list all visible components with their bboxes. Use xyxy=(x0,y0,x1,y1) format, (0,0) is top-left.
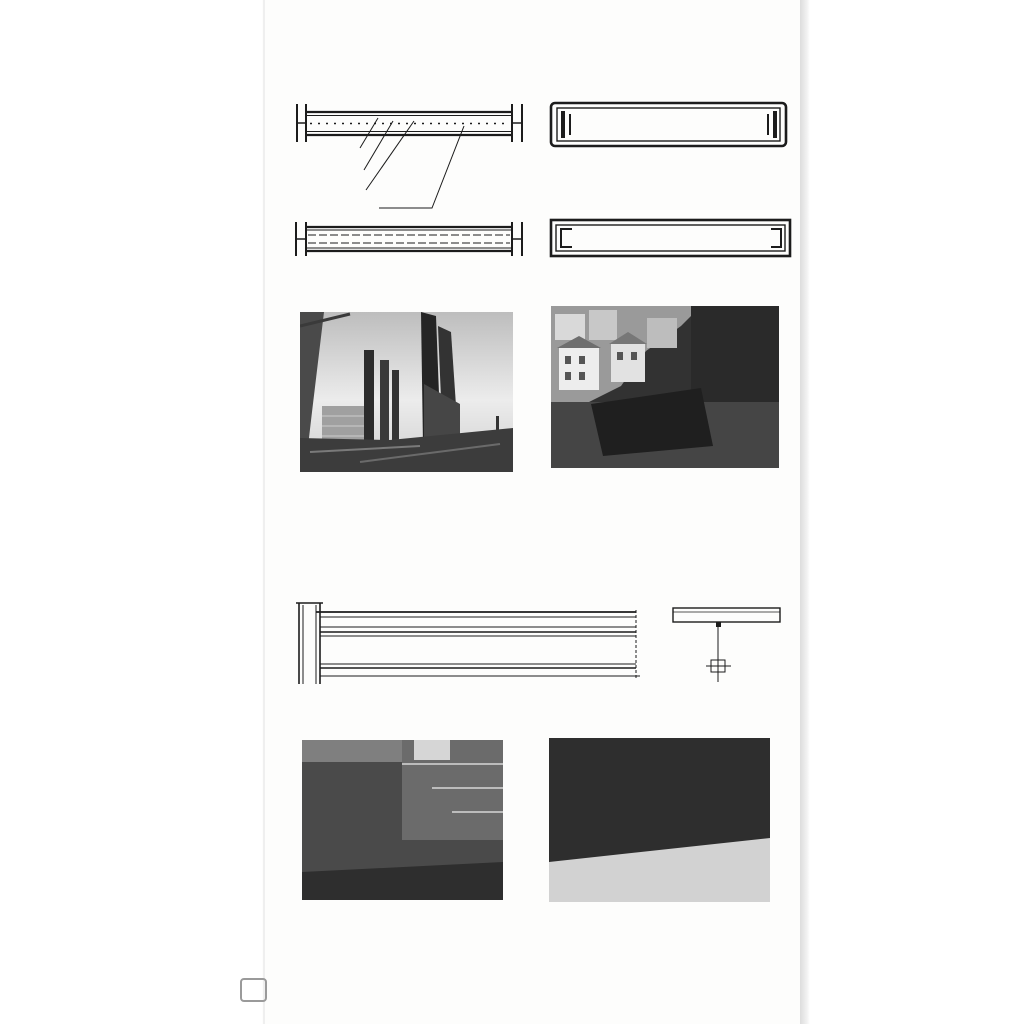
window xyxy=(631,352,637,360)
photo-composite-wall-columns xyxy=(300,312,513,472)
house xyxy=(589,310,617,340)
photo-truss-installation xyxy=(302,740,503,900)
house xyxy=(611,344,645,382)
upper-area xyxy=(302,740,402,762)
window xyxy=(579,356,585,364)
photo-4-image xyxy=(549,738,770,902)
photo-1-image xyxy=(300,312,513,472)
figure-1-5-title xyxy=(425,514,429,530)
page-right-shadow xyxy=(800,0,810,1024)
house xyxy=(555,314,585,340)
window xyxy=(579,372,585,380)
bright-window xyxy=(414,740,450,760)
wall-column xyxy=(380,360,389,446)
formwork-tower xyxy=(691,306,779,418)
camscanner-logo xyxy=(240,978,267,1002)
photo-composite-wall-site xyxy=(551,306,779,468)
photo-3-image xyxy=(302,740,503,900)
house xyxy=(559,348,599,390)
window xyxy=(617,352,623,360)
wall-column xyxy=(392,370,399,446)
photo-truss-roof xyxy=(549,738,770,902)
wall-column xyxy=(364,350,374,446)
house xyxy=(647,318,677,348)
photo-2-image xyxy=(551,306,779,468)
window xyxy=(565,356,571,364)
page-left-edge xyxy=(263,0,265,1024)
figure-1-6-title xyxy=(410,945,414,961)
window xyxy=(565,372,571,380)
